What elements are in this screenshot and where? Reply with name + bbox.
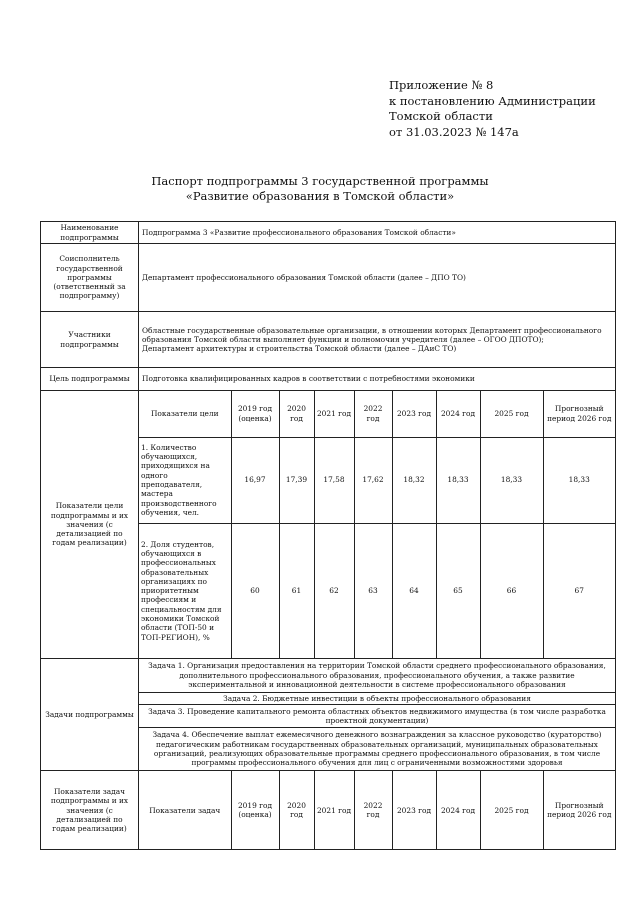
goal-value: Подготовка квалифицированных кадров в соответствии с потребностями экономики: [139, 368, 616, 391]
indicator-2-2024: 65: [436, 523, 480, 658]
passport-table: [40, 221, 616, 850]
goal-header-row: [139, 391, 615, 437]
appendix-number: Приложение № 8: [389, 78, 494, 92]
indicator-1-name: 1. Количество обучающихся, приходящихся на одного преподавателя, мастера производственного обучения, чел.: [139, 437, 231, 523]
task-2: Задача 2. Бюджетные инвестиции в объекты профессионального образования: [139, 692, 615, 704]
task-3: Задача 3. Проведение капитального ремонта областных объектов недвижимого имущества (в том числе разработка проектной документации): [139, 704, 615, 727]
task-4: Задача 4. Обеспечение выплат ежемесячного денежного вознаграждения за классное руководство (кураторство) педагогическим работникам государственных образовательных организаций, муниципальных образовательных организаций, реализующих образовательные программы среднего профессионального образования, в том числе программы профессионального обучения для лиц с ограниченными возможностями здоровья: [139, 727, 615, 770]
participants-row: [41, 312, 616, 368]
indicator-1-2023: 18,32: [392, 437, 436, 523]
indicator-2-2020: 61: [279, 523, 314, 658]
indicator-1-2025: 18,33: [480, 437, 543, 523]
participants-line-2: Департамент архитектуры и строительства Томской области (далее – ДАиС ТО): [142, 344, 457, 354]
indicator-1-2021: 17,58: [314, 437, 354, 523]
coexecutor-value: Департамент профессионального образования Томской области (далее – ДПО ТО): [139, 244, 616, 312]
coexecutor-label: Соисполнитель государственной программы (ответственный за подпрограмму): [41, 244, 139, 312]
table-row: [139, 523, 615, 658]
participants-line-1: Областные государственные образовательные организации, в отношении которых Департамент профессионального образования Томской области выполняет функции и полномочия учредителя (далее – ОГОО ДПОТО);: [142, 325, 602, 344]
indicator-1-2019: 16,97: [231, 437, 279, 523]
appendix-resolution: к постановлению Администрации: [389, 93, 596, 108]
indicator-2-2025: 66: [480, 523, 543, 658]
goal-row: [41, 368, 616, 391]
goal-indicators-label: Показатели цели подпрограммы и их значения (с детализацией по годам реализации): [41, 391, 139, 659]
goal-indicators-row: [41, 391, 616, 659]
indicator-2-2019: 60: [231, 523, 279, 658]
participants-label: Участники подпрограммы: [41, 312, 139, 368]
name-value: Подпрограмма 3 «Развитие профессионального образования Томской области»: [139, 222, 616, 244]
tasks-list: [139, 659, 615, 770]
title-line-2: «Развитие образования в Томской области»: [185, 189, 455, 203]
goal-header-2025: 2025 год: [480, 391, 543, 437]
goal-header-2022: 2022 год: [354, 391, 392, 437]
task-header-row: [139, 771, 615, 849]
task-header-2026: Прогнозный период 2026 год: [543, 771, 615, 849]
task-header-2022: 2022 год: [354, 771, 392, 849]
tasks-row: [41, 659, 616, 771]
indicator-1-2026: 18,33: [543, 437, 615, 523]
task-header-2019: 2019 год (оценка): [231, 771, 279, 849]
name-label: Наименование подпрограммы: [41, 222, 139, 244]
indicator-2-2022: 63: [354, 523, 392, 658]
task-indicators-label: Показатели задач подпрограммы и их значения (с детализацией по годам реализации): [41, 771, 139, 850]
goal-indicators-table: [139, 391, 615, 658]
task-indicators-row: [41, 771, 616, 850]
indicator-2-2023: 64: [392, 523, 436, 658]
indicator-2-2026: 67: [543, 523, 615, 658]
coexecutor-row: [41, 244, 616, 312]
goal-header-2026: Прогнозный период 2026 год: [543, 391, 615, 437]
indicator-1-2020: 17,39: [279, 437, 314, 523]
task-header-2025: 2025 год: [480, 771, 543, 849]
task-header-indicator: Показатели задач: [139, 771, 231, 849]
name-row: [41, 222, 616, 244]
page-title: [0, 174, 640, 204]
task-header-2023: 2023 год: [392, 771, 436, 849]
task-indicators-table: [139, 771, 615, 849]
appendix-block: [389, 78, 596, 140]
goal-header-2023: 2023 год: [392, 391, 436, 437]
goal-header-2019: 2019 год (оценка): [231, 391, 279, 437]
table-row: [139, 437, 615, 523]
task-1: Задача 1. Организация предоставления на территории Томской области среднего профессионального образования, дополнительного профессионального образования, профессионального обучения, а также развитие экспериментальной и инновационной деятельности в системе профессионального образования: [139, 659, 615, 692]
goal-label: Цель подпрограммы: [41, 368, 139, 391]
goal-header-2021: 2021 год: [314, 391, 354, 437]
indicator-1-2024: 18,33: [436, 437, 480, 523]
tasks-label: Задачи подпрограммы: [41, 659, 139, 771]
task-header-2021: 2021 год: [314, 771, 354, 849]
task-header-2024: 2024 год: [436, 771, 480, 849]
goal-header-2020: 2020 год: [279, 391, 314, 437]
indicator-2-2021: 62: [314, 523, 354, 658]
indicator-2-name: 2. Доля студентов, обучающихся в профессиональных образовательных организациях по приоритетным профессиям и специальностям для экономики Томской области (ТОП-50 и ТОП-РЕГИОН), %: [139, 523, 231, 658]
appendix-region: Томской области: [389, 109, 493, 123]
appendix-date: от 31.03.2023 № 147а: [389, 124, 519, 139]
goal-header-indicator: Показатели цели: [139, 391, 231, 437]
task-header-2020: 2020 год: [279, 771, 314, 849]
title-line-1: Паспорт подпрограммы 3 государственной программы: [151, 174, 489, 188]
indicator-1-2022: 17,62: [354, 437, 392, 523]
goal-header-2024: 2024 год: [436, 391, 480, 437]
participants-value: [139, 312, 616, 368]
